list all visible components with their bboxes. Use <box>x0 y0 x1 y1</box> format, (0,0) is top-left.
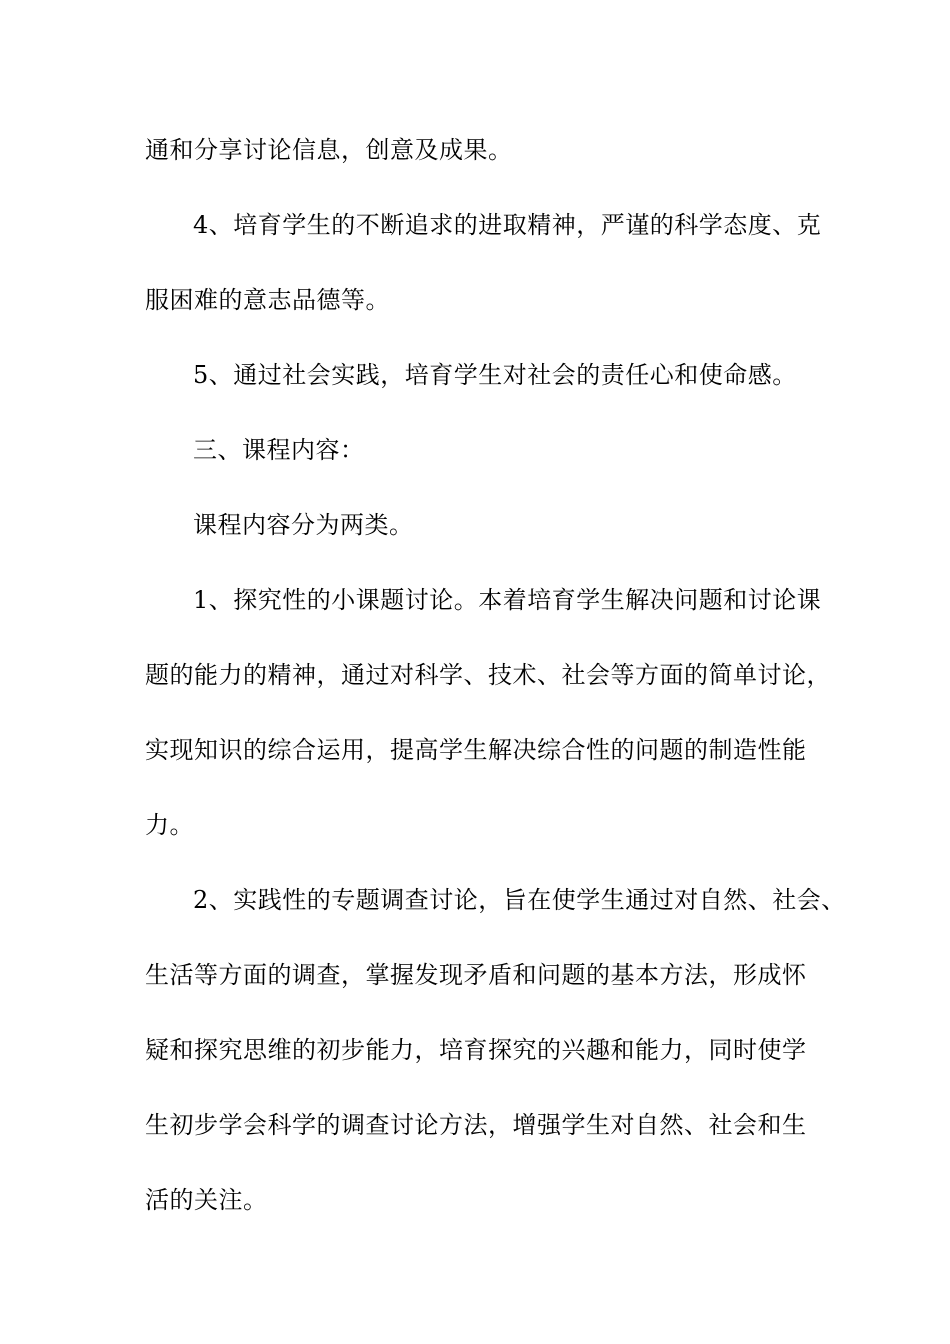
text-line: 通和分享讨论信息，创意及成果。 <box>145 136 513 164</box>
section-heading: 三、课程内容： <box>193 436 365 464</box>
text-line: 生活等方面的调查，掌握发现矛盾和问题的基本方法，形成怀 <box>145 961 807 989</box>
text-line: 2、实践性的专题调查讨论，旨在使学生通过对自然、社会、 <box>193 886 846 914</box>
text-line: 题的能力的精神，通过对科学、技术、社会等方面的简单讨论， <box>145 661 831 689</box>
text-line: 4、培育学生的不断追求的进取精神，严谨的科学态度、克 <box>193 211 822 239</box>
text-line: 5、通过社会实践，培育学生对社会的责任心和使命感。 <box>193 361 797 389</box>
text-line: 疑和探究思维的初步能力，培育探究的兴趣和能力，同时使学 <box>145 1036 807 1064</box>
text-line: 课程内容分为两类。 <box>193 511 414 539</box>
text-line: 活的关注。 <box>145 1186 268 1214</box>
text-line: 实现知识的综合运用，提高学生解决综合性的问题的制造性能 <box>145 736 807 764</box>
text-line: 服困难的意志品德等。 <box>145 286 390 314</box>
text-line: 生初步学会科学的调查讨论方法，增强学生对自然、社会和生 <box>145 1111 807 1139</box>
text-line: 力。 <box>145 811 194 839</box>
text-line: 1、探究性的小课题讨论。本着培育学生解决问题和讨论课 <box>193 586 822 614</box>
